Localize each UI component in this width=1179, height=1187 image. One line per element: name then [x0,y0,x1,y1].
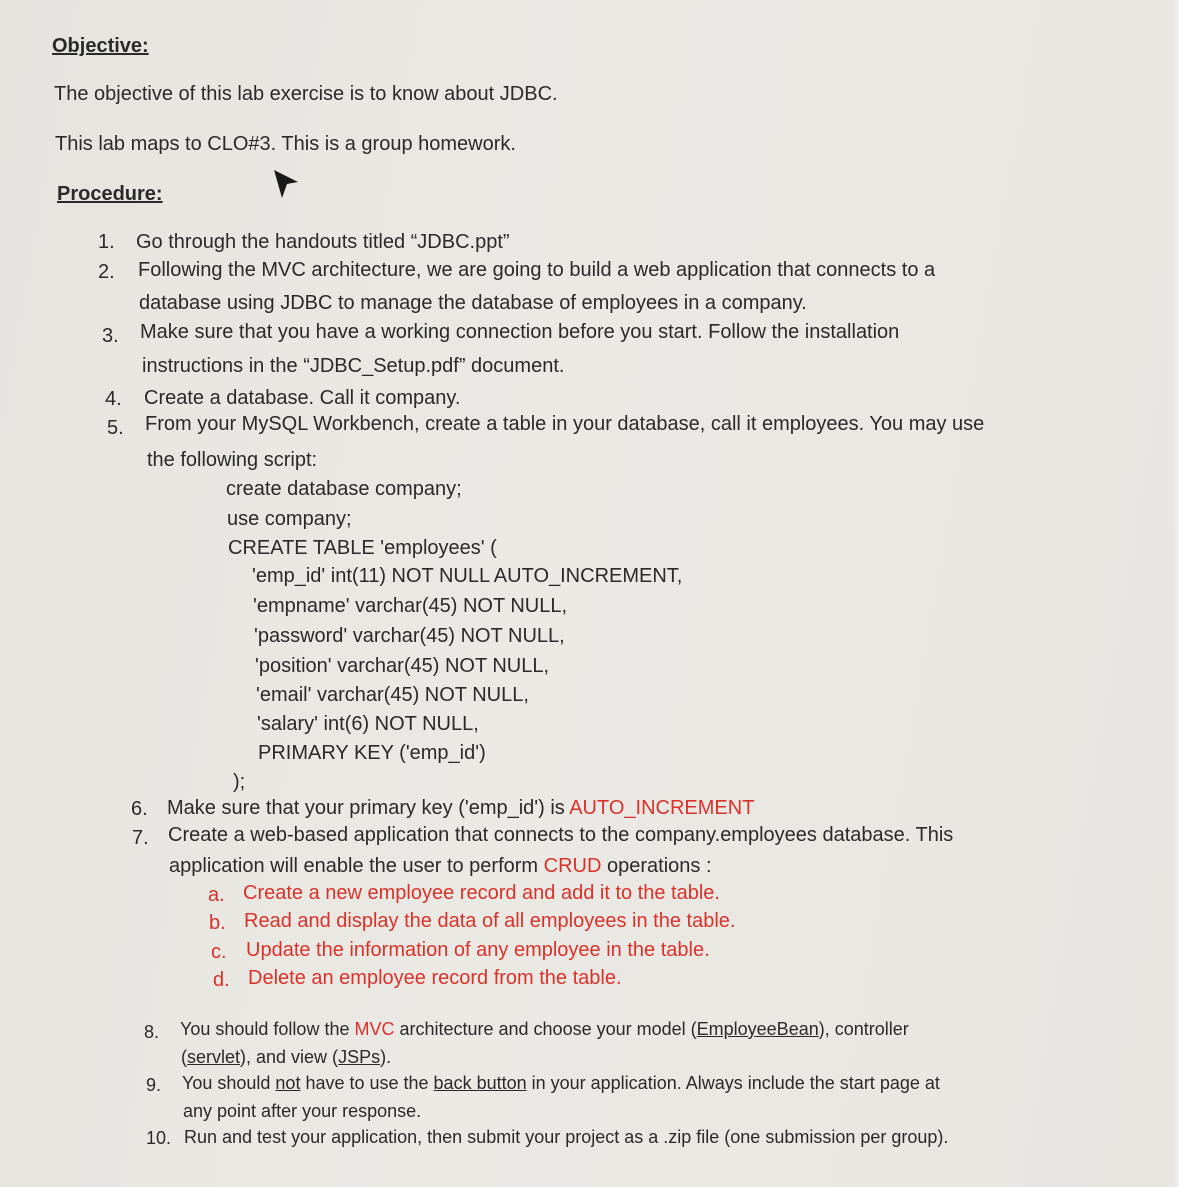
sub-item-update: Update the information of any employee in the table. [246,939,710,961]
item-3-line-2: instructions in the “JDBC_Setup.pdf” document. [142,355,565,377]
item-9-line-2: any point after your response. [183,1101,422,1121]
item-number: 3. [102,325,119,347]
item-5-line-2: the following script: [147,449,318,471]
objective-text: The objective of this lab exercise is to know about JDBC. [54,83,558,105]
sql-line: 'position' varchar(45) NOT NULL, [255,655,550,677]
sql-line: create database company; [226,478,462,500]
item-6-text: Make sure that your primary key ('emp_id') is AUTO_INCREMENT [167,797,755,819]
mouse-cursor-icon [270,168,302,204]
item-number: 2. [98,261,115,283]
item-number: 7. [132,827,149,849]
item-2-line-2: database using JDBC to manage the database of employees in a company. [139,292,807,314]
sub-item-delete: Delete an employee record from the table. [248,967,622,989]
mvc-highlight: MVC [354,1019,395,1039]
item-10-text: Run and test your application, then submit your project as a .zip file (one submission per group). [184,1127,949,1147]
item-2-line-1: Following the MVC architecture, we are going to build a web application that connects to a [138,259,936,281]
page-edge [1173,0,1179,1187]
clo-text: This lab maps to CLO#3. This is a group homework. [55,133,516,155]
sql-line: ); [233,771,246,793]
sql-line: CREATE TABLE 'employees' ( [228,537,497,559]
sql-line: 'email' varchar(45) NOT NULL, [256,684,529,706]
sub-item-letter: d. [213,969,230,991]
item-number: 8. [144,1022,160,1042]
item-number: 5. [107,417,124,439]
employeebean-link-text: EmployeeBean [696,1019,819,1039]
item-3-line-1: Make sure that you have a working connection before you start. Follow the installation [140,321,900,343]
procedure-heading: Procedure: [57,183,163,205]
sql-line: 'empname' varchar(45) NOT NULL, [253,595,568,617]
crud-highlight: CRUD [543,855,602,877]
item-9-line-1: You should not have to use the back button in your application. Always include the start page at [182,1073,940,1093]
sql-line: 'emp_id' int(11) NOT NULL AUTO_INCREMENT, [252,565,683,587]
sub-item-letter: a. [208,884,225,906]
item-7-line-1: Create a web-based application that connects to the company.employees database. This [168,824,954,846]
sub-item-create: Create a new employee record and add it to the table. [243,882,720,904]
sql-line: 'password' varchar(45) NOT NULL, [254,625,565,647]
item-number: 4. [105,388,122,410]
item-8-line-1: You should follow the MVC architecture and choose your model (EmployeeBean), controller [180,1019,909,1039]
item-1-text: Go through the handouts titled “JDBC.ppt” [136,231,510,253]
item-4-text: Create a database. Call it company. [144,387,461,409]
sub-item-letter: c. [211,941,227,963]
sub-item-letter: b. [209,912,226,934]
item-7-line-2: application will enable the user to perform CRUD operations : [169,855,712,877]
item-number: 9. [146,1075,162,1095]
sub-item-read: Read and display the data of all employees in the table. [244,910,736,932]
item-5-line-1: From your MySQL Workbench, create a table in your database, call it employees. You may use [145,413,985,435]
item-number: 10. [146,1128,172,1148]
sql-line: PRIMARY KEY ('emp_id') [258,742,486,764]
sql-line: use company; [227,508,352,530]
item-8-line-2: (servlet), and view (JSPs). [181,1047,392,1067]
auto-increment-highlight: AUTO_INCREMENT [569,797,755,819]
sql-line: 'salary' int(6) NOT NULL, [257,713,479,735]
objective-heading: Objective: [52,35,149,57]
item-number: 1. [98,231,115,253]
item-number: 6. [131,798,148,820]
